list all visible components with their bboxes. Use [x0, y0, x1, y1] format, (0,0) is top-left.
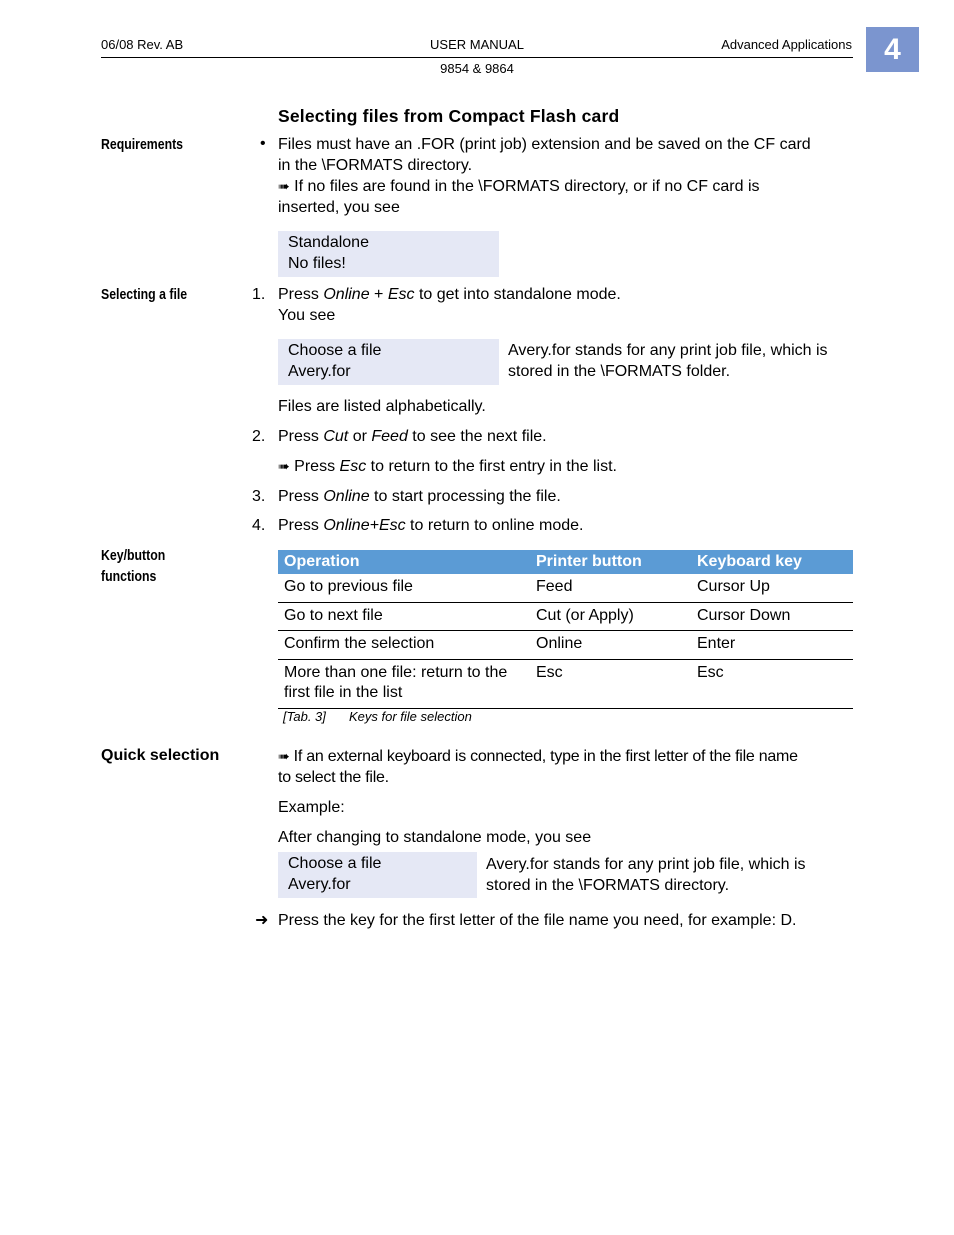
table-header-row	[278, 550, 853, 574]
step-4-number: 4.	[252, 517, 266, 534]
table-caption-tag: [Tab. 3]	[283, 709, 326, 724]
header-model: 9854 & 9864	[440, 61, 514, 76]
table-cell: More than one file: return to the first file in the list	[278, 659, 530, 708]
header-section: Advanced Applications	[721, 37, 852, 52]
header-title: USER MANUAL	[430, 37, 524, 52]
step-4-text: Press Online+Esc to return to online mode.	[278, 517, 584, 534]
requirements-label: Requirements	[101, 136, 184, 153]
arrow-right-icon: ➜	[255, 912, 269, 929]
table-row	[278, 659, 853, 708]
table-caption-text: Keys for file selection	[349, 709, 472, 724]
table-row	[278, 602, 853, 631]
step-3-number: 3.	[252, 488, 266, 505]
quick-note: ➠ If an external keyboard is connected, type in the first letter of the file name to select the file.	[278, 748, 798, 786]
note-arrow-icon: ➠	[278, 458, 290, 474]
column-header: Keyboard key	[691, 550, 853, 574]
requirements-text: Files must have an .FOR (print job) extension and be saved on the CF card in the \FORMATS directory. ➠ If no files are found in the \FORMATS directory, or if no CF card is inserted, you see	[278, 136, 811, 216]
after-text: After changing to standalone mode, you see	[278, 829, 592, 846]
step-2-number: 2.	[252, 428, 266, 445]
section-title: Selecting files from Compact Flash card	[278, 106, 620, 126]
example-label: Example:	[278, 799, 345, 816]
column-header: Operation	[278, 550, 530, 574]
table-cell: Go to next file	[278, 602, 530, 631]
keys-label: Key/button functions	[101, 547, 166, 585]
column-header: Printer button	[530, 550, 691, 574]
table-cell: Cut (or Apply)	[530, 602, 691, 631]
display-choose-file-quick: Choose a file Avery.for	[278, 852, 477, 898]
table-cell: Feed	[530, 574, 691, 602]
note-arrow-icon: ➠	[278, 748, 290, 764]
step-1-number: 1.	[252, 286, 266, 303]
note-arrow-icon: ➠	[278, 178, 290, 194]
step-2-note: ➠ Press Esc to return to the first entry in the list.	[278, 458, 617, 475]
chapter-tab: 4	[866, 27, 919, 72]
table-cell: Esc	[691, 659, 853, 708]
table-cell: Esc	[530, 659, 691, 708]
table-cell: Cursor Down	[691, 602, 853, 631]
display-note-quick: Avery.for stands for any print job file, which is stored in the \FORMATS directory.	[486, 856, 806, 894]
display-no-files: Standalone No files!	[278, 231, 499, 277]
header-divider	[101, 57, 853, 58]
display-choose-file: Choose a file Avery.for	[278, 339, 499, 385]
final-instruction: Press the key for the first letter of the file name you need, for example: D.	[278, 912, 797, 929]
table-cell: Enter	[691, 631, 853, 660]
step-1-text: Press Online + Esc to get into standalone mode. You see	[278, 286, 621, 324]
table-row	[278, 631, 853, 660]
table-row	[278, 574, 853, 602]
table-cell: Confirm the selection	[278, 631, 530, 660]
keys-table	[278, 550, 853, 709]
table-cell: Cursor Up	[691, 574, 853, 602]
table-cell: Online	[530, 631, 691, 660]
display-note: Avery.for stands for any print job file, which is stored in the \FORMATS folder.	[508, 342, 828, 380]
requirements-note: ➠ If no files are found in the \FORMATS directory, or if no CF card is	[278, 178, 760, 195]
table-cell: Go to previous file	[278, 574, 530, 602]
quick-selection-label: Quick selection	[101, 747, 220, 764]
selecting-label: Selecting a file	[101, 286, 188, 303]
bullet-icon: •	[260, 135, 266, 152]
listed-note: Files are listed alphabetically.	[278, 398, 486, 415]
step-3-text: Press Online to start processing the file.	[278, 488, 561, 505]
step-2-text: Press Cut or Feed to see the next file.	[278, 428, 547, 445]
header-revision: 06/08 Rev. AB	[101, 37, 184, 52]
